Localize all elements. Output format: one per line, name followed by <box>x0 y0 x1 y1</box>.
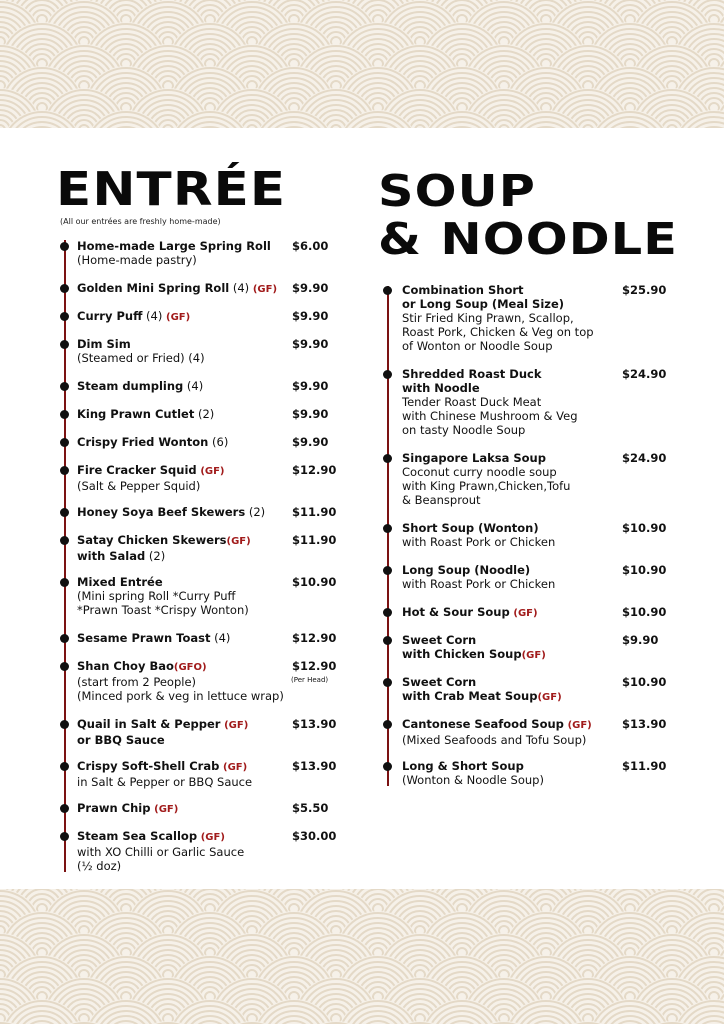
menu-item-name: Steam Sea Scallop <box>77 829 198 843</box>
bullet-dot-icon <box>60 578 69 587</box>
menu-item-name: Crispy Fried Wonton <box>77 435 209 449</box>
menu-item-description: in Salt & Pepper or BBQ Sauce <box>77 775 253 789</box>
menu-item-price: $30.00 <box>292 829 337 843</box>
menu-item-price: $9.90 <box>292 435 329 449</box>
menu-item-price: $9.90 <box>292 309 329 323</box>
bullet-dot-icon <box>383 762 392 771</box>
entree-note: (All our entrées are freshly home-made) <box>60 217 221 226</box>
bullet-dot-icon <box>383 678 392 687</box>
menu-item-description: (Salt & Pepper Squid) <box>77 479 201 493</box>
decorative-wave-pattern-bottom <box>0 889 724 1024</box>
menu-item-price: $11.90 <box>292 505 337 519</box>
menu-item-title-continued <box>402 297 664 311</box>
menu-item <box>77 575 339 617</box>
menu-item-name: Shan Choy Bao <box>77 659 174 673</box>
menu-item <box>402 563 667 591</box>
menu-item-price: $25.90 <box>622 283 667 297</box>
menu-item-name: Combination Short <box>402 283 524 297</box>
menu-item-description: with Chinese Mushroom & Veg <box>402 409 578 423</box>
menu-item-description: Roast Pork, Chicken & Veg on top <box>402 325 594 339</box>
menu-item <box>77 759 339 789</box>
dietary-badge: (GF) <box>200 466 225 477</box>
menu-item-title-continued <box>77 549 339 563</box>
menu-item-price: $5.50 <box>292 801 329 815</box>
menu-item <box>402 521 667 549</box>
menu-item-name: Quail in Salt & Pepper <box>77 717 221 731</box>
menu-item-price: $13.90 <box>292 717 337 731</box>
bullet-dot-icon <box>60 804 69 813</box>
menu-item-name: Satay Chicken Skewers <box>77 533 227 547</box>
menu-item-price: $9.90 <box>292 281 329 295</box>
menu-item-name: Curry Puff <box>77 309 143 323</box>
bullet-dot-icon <box>60 634 69 643</box>
menu-item-name: Cantonese Seafood Soup <box>402 717 564 731</box>
menu-item-name: Shredded Roast Duck <box>402 367 542 381</box>
bullet-dot-icon <box>60 382 69 391</box>
menu-item-name: Sweet Corn <box>402 633 477 647</box>
menu-item-name-line2: with Salad <box>77 549 146 563</box>
menu-item-description: (Home-made pastry) <box>77 253 197 267</box>
bullet-dot-icon <box>60 438 69 447</box>
menu-item <box>77 801 339 817</box>
menu-item-name: Sesame Prawn Toast <box>77 631 211 645</box>
menu-item <box>402 759 667 787</box>
menu-item-name: Short Soup (Wonton) <box>402 521 539 535</box>
menu-item-description: & Beansprout <box>402 493 481 507</box>
soup-heading-line2: & NOODLE <box>378 214 679 265</box>
wave-pattern-bottom-graphic <box>0 889 724 1024</box>
menu-item-quantity: (2) <box>194 407 215 421</box>
price-note: (Per Head) <box>291 676 329 684</box>
dietary-badge: (GFO) <box>173 662 207 673</box>
menu-item-name-line2: or Long Soup (Meal Size) <box>402 297 565 311</box>
dietary-badge: (GF) <box>200 832 225 843</box>
bullet-dot-icon <box>383 370 392 379</box>
entree-heading: ENTRÉE <box>56 162 287 216</box>
menu-item-description: (Mixed Seafoods and Tofu Soup) <box>402 733 587 747</box>
menu-item-name: Mixed Entrée <box>77 575 163 589</box>
menu-item-price: $9.90 <box>292 379 329 393</box>
menu-item-name: Home-made Large Spring Roll <box>77 239 271 253</box>
bullet-dot-icon <box>60 762 69 771</box>
dietary-badge: (GF) <box>166 312 191 323</box>
menu-item-name: King Prawn Cutlet <box>77 407 195 421</box>
menu-item-title-continued <box>402 647 664 663</box>
menu-item-price: $9.90 <box>292 407 329 421</box>
menu-item-name-line2: with Noodle <box>402 381 480 395</box>
menu-item-description: with XO Chilli or Garlic Sauce <box>77 845 245 859</box>
menu-item-description: on tasty Noodle Soup <box>402 423 526 437</box>
menu-item-title-continued <box>77 733 339 747</box>
menu-item <box>77 407 339 421</box>
menu-item-name: Prawn Chip <box>77 801 151 815</box>
bullet-dot-icon <box>60 410 69 419</box>
dietary-badge: (GF) <box>252 284 278 295</box>
bullet-dot-icon <box>383 524 392 533</box>
menu-item-description: *Prawn Toast *Crispy Wonton) <box>77 603 249 617</box>
menu-item-price: $12.90 <box>292 463 337 477</box>
menu-item-description: (Mini spring Roll *Curry Puff <box>77 589 236 603</box>
bullet-dot-icon <box>383 286 392 295</box>
bullet-dot-icon <box>60 284 69 293</box>
dietary-badge: (GF) <box>226 536 251 547</box>
bullet-dot-icon <box>383 608 392 617</box>
menu-item-price: $9.90 <box>292 337 329 351</box>
menu-item-name: Sweet Corn <box>402 675 477 689</box>
menu-item-description: Tender Roast Duck Meat <box>402 395 542 409</box>
menu-item-quantity: (6) <box>208 435 229 449</box>
bullet-dot-icon <box>60 536 69 545</box>
menu-item-title-continued <box>402 689 664 705</box>
menu-item <box>77 281 339 297</box>
menu-item-price: $9.90 <box>622 633 659 647</box>
menu-item-name: Long Soup (Noodle) <box>402 563 531 577</box>
menu-item-name: Fire Cracker Squid <box>77 463 197 477</box>
menu-item-price: $10.90 <box>622 675 667 689</box>
menu-item <box>402 605 667 621</box>
menu-item-name: Steam dumpling <box>77 379 184 393</box>
menu-item-quantity: (2) <box>245 505 266 519</box>
wave-pattern-top-graphic <box>0 0 724 128</box>
bullet-dot-icon <box>60 242 69 251</box>
menu-item <box>402 633 664 663</box>
menu-item <box>77 631 339 645</box>
menu-item-description: (Steamed or Fried) (4) <box>77 351 205 365</box>
bullet-dot-icon <box>383 720 392 729</box>
menu-item-quantity: (2) <box>145 549 166 563</box>
menu-item-price: $10.90 <box>622 605 667 619</box>
menu-item-price: $24.90 <box>622 451 667 465</box>
menu-item-price: $10.90 <box>292 575 337 589</box>
menu-item-description: Coconut curry noodle soup <box>402 465 557 479</box>
menu-item <box>77 379 339 393</box>
menu-item-quantity: (4) <box>229 281 253 295</box>
menu-item <box>77 533 339 563</box>
menu-item-price: $12.90 <box>292 659 337 673</box>
decorative-wave-pattern-top <box>0 0 724 128</box>
menu-item-price: $11.90 <box>622 759 667 773</box>
dietary-badge: (GF) <box>567 720 592 731</box>
menu-item-price: $6.00 <box>292 239 329 253</box>
menu-item-price: $11.90 <box>292 533 337 547</box>
menu-item-name: Singapore Laksa Soup <box>402 451 546 465</box>
menu-item-name-line2: with Chicken Soup <box>402 647 522 661</box>
menu-item <box>77 337 339 365</box>
menu-item <box>402 675 667 705</box>
menu-item-price: $10.90 <box>622 521 667 535</box>
bullet-dot-icon <box>60 508 69 517</box>
dietary-badge: (GF) <box>154 804 179 815</box>
bullet-dot-icon <box>60 312 69 321</box>
menu-item-description: (Minced pork & veg in lettuce wrap) <box>77 689 284 703</box>
menu-item-description: of Wonton or Noodle Soup <box>402 339 553 353</box>
bullet-dot-icon <box>60 832 69 841</box>
menu-item-quantity: (4) <box>210 631 231 645</box>
bullet-dot-icon <box>383 454 392 463</box>
menu-item-name: Dim Sim <box>77 337 131 351</box>
dietary-badge: (GF) <box>224 720 249 731</box>
menu-item <box>77 659 339 703</box>
menu-item-title-continued <box>402 381 664 395</box>
menu-item-description: (Wonton & Noodle Soup) <box>402 773 544 787</box>
menu-item-name: Honey Soya Beef Skewers <box>77 505 246 519</box>
bullet-dot-icon <box>383 566 392 575</box>
menu-item <box>77 505 339 519</box>
menu-item-name: Crispy Soft-Shell Crab <box>77 759 220 773</box>
bullet-dot-icon <box>60 340 69 349</box>
menu-item <box>402 717 667 747</box>
menu-item <box>77 717 339 747</box>
menu-item-price: $24.90 <box>622 367 667 381</box>
menu-item-price: $12.90 <box>292 631 337 645</box>
entree-timeline-line <box>64 240 66 872</box>
menu-item-quantity: (4) <box>142 309 167 323</box>
bullet-dot-icon <box>60 662 69 671</box>
soup-heading-line1: SOUP <box>378 166 537 217</box>
menu-item <box>77 829 339 873</box>
menu-item <box>77 239 339 267</box>
menu-item <box>77 309 339 325</box>
menu-item <box>402 283 667 353</box>
dietary-badge: (GF) <box>513 608 538 619</box>
menu-item-price: $13.90 <box>292 759 337 773</box>
dietary-badge: (GF) <box>537 692 562 703</box>
menu-item-description: (start from 2 People) <box>77 675 197 689</box>
menu-item-description: Stir Fried King Prawn, Scallop, <box>402 311 574 325</box>
menu-item <box>402 451 667 507</box>
menu-item-description: with King Prawn,Chicken,Tofu <box>402 479 571 493</box>
menu-item-name-line2: or BBQ Sauce <box>77 733 165 747</box>
menu-item-price: $10.90 <box>622 563 667 577</box>
menu-item-price: $13.90 <box>622 717 667 731</box>
menu-item-name: Hot & Sour Soup <box>402 605 510 619</box>
menu-item-name-line2: with Crab Meat Soup <box>402 689 538 703</box>
bullet-dot-icon <box>60 720 69 729</box>
menu-item-description: with Roast Pork or Chicken <box>402 535 556 549</box>
bullet-dot-icon <box>383 636 392 645</box>
menu-item-name: Long & Short Soup <box>402 759 524 773</box>
dietary-badge: (GF) <box>223 762 248 773</box>
menu-item <box>402 367 667 437</box>
menu-item-description: with Roast Pork or Chicken <box>402 577 556 591</box>
menu-item <box>77 435 339 449</box>
menu-item <box>77 463 339 493</box>
dietary-badge: (GF) <box>521 650 546 661</box>
menu-item-quantity: (4) <box>183 379 204 393</box>
bullet-dot-icon <box>60 466 69 475</box>
menu-item-name: Golden Mini Spring Roll <box>77 281 230 295</box>
soup-timeline-line <box>387 286 389 786</box>
menu-item-description: (½ doz) <box>77 859 122 873</box>
